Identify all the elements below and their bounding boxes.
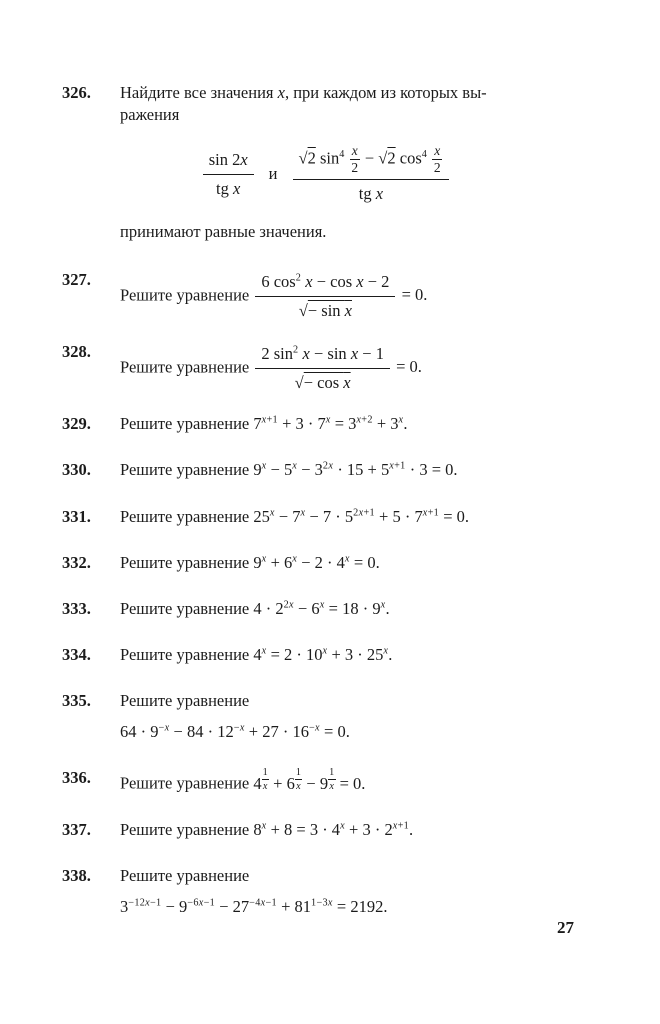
problem-row-333: [62, 598, 602, 620]
problem-body: [120, 819, 602, 841]
problem-number: 332.: [62, 552, 91, 572]
problem-body: [120, 598, 602, 620]
problem-body: [120, 644, 602, 666]
problem-row-328: [62, 341, 602, 396]
problem-body: [120, 269, 602, 324]
problem-text: Найдите все значения x, при каждом из которых вы- ражения: [120, 83, 487, 125]
problem-row-332: [62, 552, 602, 574]
problem-number: 330.: [62, 460, 91, 480]
math-formula: $64 \cdot 9^{-x} - 84 \cdot 12^{-x} + 27 \cdot 16^{-x} = 0$.: [120, 722, 350, 742]
problem-number: 335.: [62, 690, 91, 710]
problem-row-330: [62, 459, 602, 481]
problem-number: 327.: [62, 269, 91, 289]
math-formula: $\frac{6 \cos^2 x - \cos x - 2}{\text{√− sin x}}$ = 0.: [253, 285, 427, 304]
problem-text: Решите уравнение: [120, 357, 250, 377]
math-formula: $9^x + 6^x - 2 \cdot 4^x = 0$.: [253, 552, 380, 572]
problem-text: Решите уравнение: [120, 285, 250, 305]
math-formula: $4^x = 2 \cdot 10^x + 3 \cdot 25^x$.: [253, 644, 393, 664]
problem-text: Решите уравнение: [120, 819, 250, 839]
problem-text: Решите уравнение: [120, 773, 250, 793]
problem-row-335: [62, 690, 602, 743]
problem-row-329: [62, 413, 602, 435]
problem-text: Решите уравнение: [120, 690, 250, 710]
problem-body: [120, 413, 602, 435]
problem-text: Решите уравнение: [120, 414, 250, 434]
problem-number: 328.: [62, 342, 91, 362]
math-formula: $8^x + 8 = 3 \cdot 4^x + 3 \cdot 2^{x+1}$.: [253, 819, 414, 839]
problem-text: Решите уравнение: [120, 644, 250, 664]
problem-row-334: [62, 644, 602, 666]
problem-text: Решите уравнение: [120, 506, 250, 526]
math-formula: $9^x - 5^x - 3^{2x} \cdot 15 + 5^{x+1} \cdot 3 = 0$.: [253, 460, 458, 480]
problem-text: принимают равные значения.: [120, 221, 327, 241]
problem-body: [120, 552, 602, 574]
math-formula: $7^{x+1} + 3 \cdot 7^x = 3^{x+2} + 3^x$.: [253, 414, 408, 434]
problem-body: [120, 767, 602, 795]
problem-number: 331.: [62, 506, 91, 526]
problem-body: [120, 506, 602, 528]
page-number: 27: [557, 918, 574, 937]
math-formula: $\frac{2 \sin^2 x - \sin x - 1}{\text{√− cos x}}$ = 0.: [253, 357, 422, 376]
problem-number: 326.: [62, 83, 91, 102]
math-formula: 4 $^{\frac{1}{x}}$ + 6 $^{\frac{1}{x}}$ − 9 $^{\frac{1}{x}}$ = 0.: [253, 767, 366, 793]
problem-number: 337.: [62, 819, 91, 839]
problem-body: [120, 690, 602, 743]
problem-body: [120, 459, 602, 481]
problem-text: Решите уравнение: [120, 460, 250, 480]
problem-text: Решите уравнение: [120, 552, 250, 572]
math-formula: $25^x - 7^x - 7 \cdot 5^{2x+1} + 5 \cdot 7^{x+1} = 0$.: [253, 506, 469, 526]
problem-row-338: [62, 865, 602, 918]
problem-row-326: [62, 82, 602, 243]
math-formula: $3^{-12x-1} - 9^{-6x-1} - 27^{-4x-1} + 81^{1-3x} = 2192$.: [120, 897, 388, 917]
problem-body: [120, 341, 602, 396]
problem-number: 334.: [62, 644, 91, 664]
problem-number: 336.: [62, 768, 91, 788]
problem-row-327: [62, 269, 602, 324]
problem-row-331: [62, 506, 602, 528]
problem-number: 329.: [62, 414, 91, 434]
problem-number: 338.: [62, 865, 91, 885]
math-formula: $4 \cdot 2^{2x} - 6^x = 18 \cdot 9^x$.: [253, 598, 390, 618]
problem-text: Решите уравнение: [120, 865, 250, 885]
problem-text: Решите уравнение: [120, 598, 250, 618]
problem-row-336: [62, 767, 602, 795]
problem-number: 333.: [62, 598, 91, 618]
problem-body: [120, 82, 602, 243]
problem-body: [120, 865, 602, 918]
math-formula: $\frac{\sin 2x}{\text{tg x}}$ и √2 $\sin^4$ $\frac{x}{2}$ − √2 $\cos^4$ $\frac{x}{2}$ tg x: [120, 142, 602, 207]
problem-row-337: [62, 819, 602, 841]
